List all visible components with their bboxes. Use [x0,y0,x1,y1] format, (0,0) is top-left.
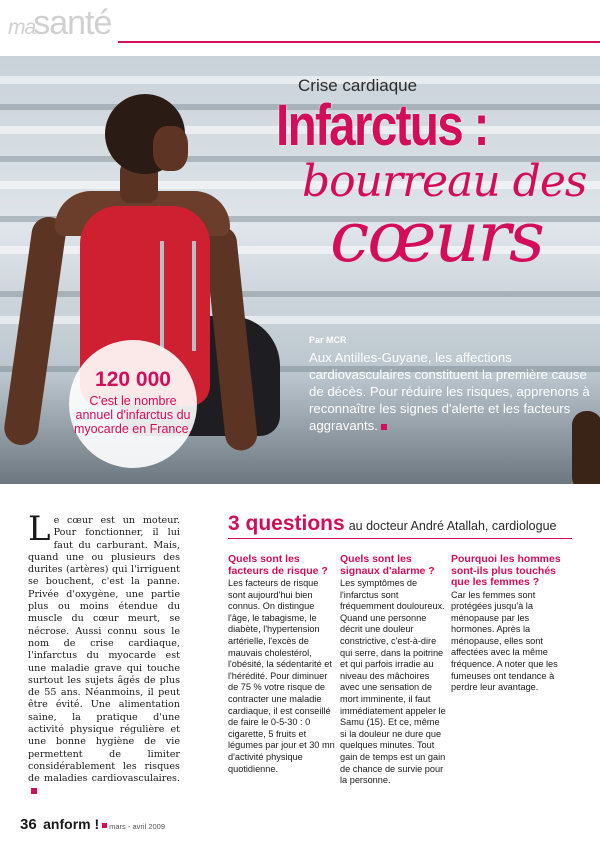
page-number: 36 [20,816,37,833]
stat-text: C'est le nombre annuel d'infarctus du myocarde en France. [73,394,193,436]
stat-number: 120 000 [95,368,171,391]
questions-subtitle: au docteur André Atallah, cardiologue [348,519,557,533]
rubric-divider [118,41,600,43]
question-heading: Pourquoi les hommes sont-ils plus touchés que les femmes ? [451,553,561,588]
section-rubric [8,4,111,43]
dropcap: L [28,509,51,549]
magazine-name: anform ! [43,816,100,832]
rubric-section: santé [33,4,112,42]
question-answer: Les facteurs de risque sont aujourd'hui bien connus. On distingue l'âge, le tabagisme, le diabète, l'hypertension artérielle, l'excès de mauvais cholestérol, l'obésité, la sédentarité et l'hérédité. Pour diminuer de 75 % votre risque de contracter une maladie cardiaque, il est conseillé de faire le 0-5-30 : 0 cigarette, 5 fruits et légumes par jour et 30 mn d'activité physique quotidienne. [228,578,335,774]
header-bar [0,0,600,56]
question-block [340,554,448,787]
byline: Par MCR [309,335,347,345]
questions-divider [228,538,572,539]
questions-header [228,512,557,536]
questions-title: 3 questions [228,512,345,535]
end-mark [31,788,37,794]
intro-body: e cœur est un moteur. Pour fonctionner, il lui faut du carburant. Mais, quand une ou plusieurs des durites (artères) qui l'irriguent se bouchent, c'est la panne. Privée d'oxygène, une partie plus ou moins étendue du muscle du cœur meurt, se nécrose. Aussi connu sous le nom de crise cardiaque, l'infarctus du myocarde est une maladie grave qui touche surtout les sujets âgés de plus de 55 ans. Néanmoins, il peut être évité. Une alimentation saine, la pratique d'une activité physique régulière et une bonne hygiène de vie permettent de limiter considérablement les risques de maladies cardiovasculaires. [28,515,180,785]
intro-text [28,509,180,798]
end-mark [381,424,387,430]
title-line-1: Infarctus : [276,93,488,158]
question-block [451,554,569,694]
issue-date: mars - avril 2009 [109,822,165,831]
question-answer: Car les femmes sont protégées jusqu'à la ménopause par les hormones. Après la ménopause, elles sont affectées avec la même fréquence. A noter que les fumeuses ont tendance à perdre leur avantage. [451,589,558,693]
question-heading: Quels sont les facteurs de risque ? [228,553,328,577]
woman-face [153,126,188,171]
question-answer: Les symptômes de l'infarctus sont fréquemment douloureux. Quand une personne décrit une douleur constrictive, c'est-à-dire qui serre, dans la poitrine et qui parfois irradie au niveau des mâchoires avec une sensation de mort imminente, il faut immédiatement appeler le Samu (15). Et ce, même si la douleur ne dure que quelques minutes. Tout gain de temps est un gain de chance de survie pour la personne. [340,578,446,786]
question-heading: Quels sont les signaux d'alarme ? [340,553,435,577]
article-chapo [309,349,594,434]
rubric-prefix: ma [8,16,36,39]
footer-square [102,823,107,828]
article-kicker: Crise cardiaque [298,76,418,95]
chapo-text: Aux Antilles-Guyane, les affections cardiovasculaires constituent la première cause de décès. Pour réduire les risques, apprenons à reconnaître les signes d'alerte et les facteurs aggravants. [309,350,590,433]
title-line-2: bourreau des [302,156,587,207]
page-footer [20,816,165,834]
question-block [228,554,336,775]
title-line-3: cœurs [330,196,543,278]
top-stripe [160,241,196,351]
